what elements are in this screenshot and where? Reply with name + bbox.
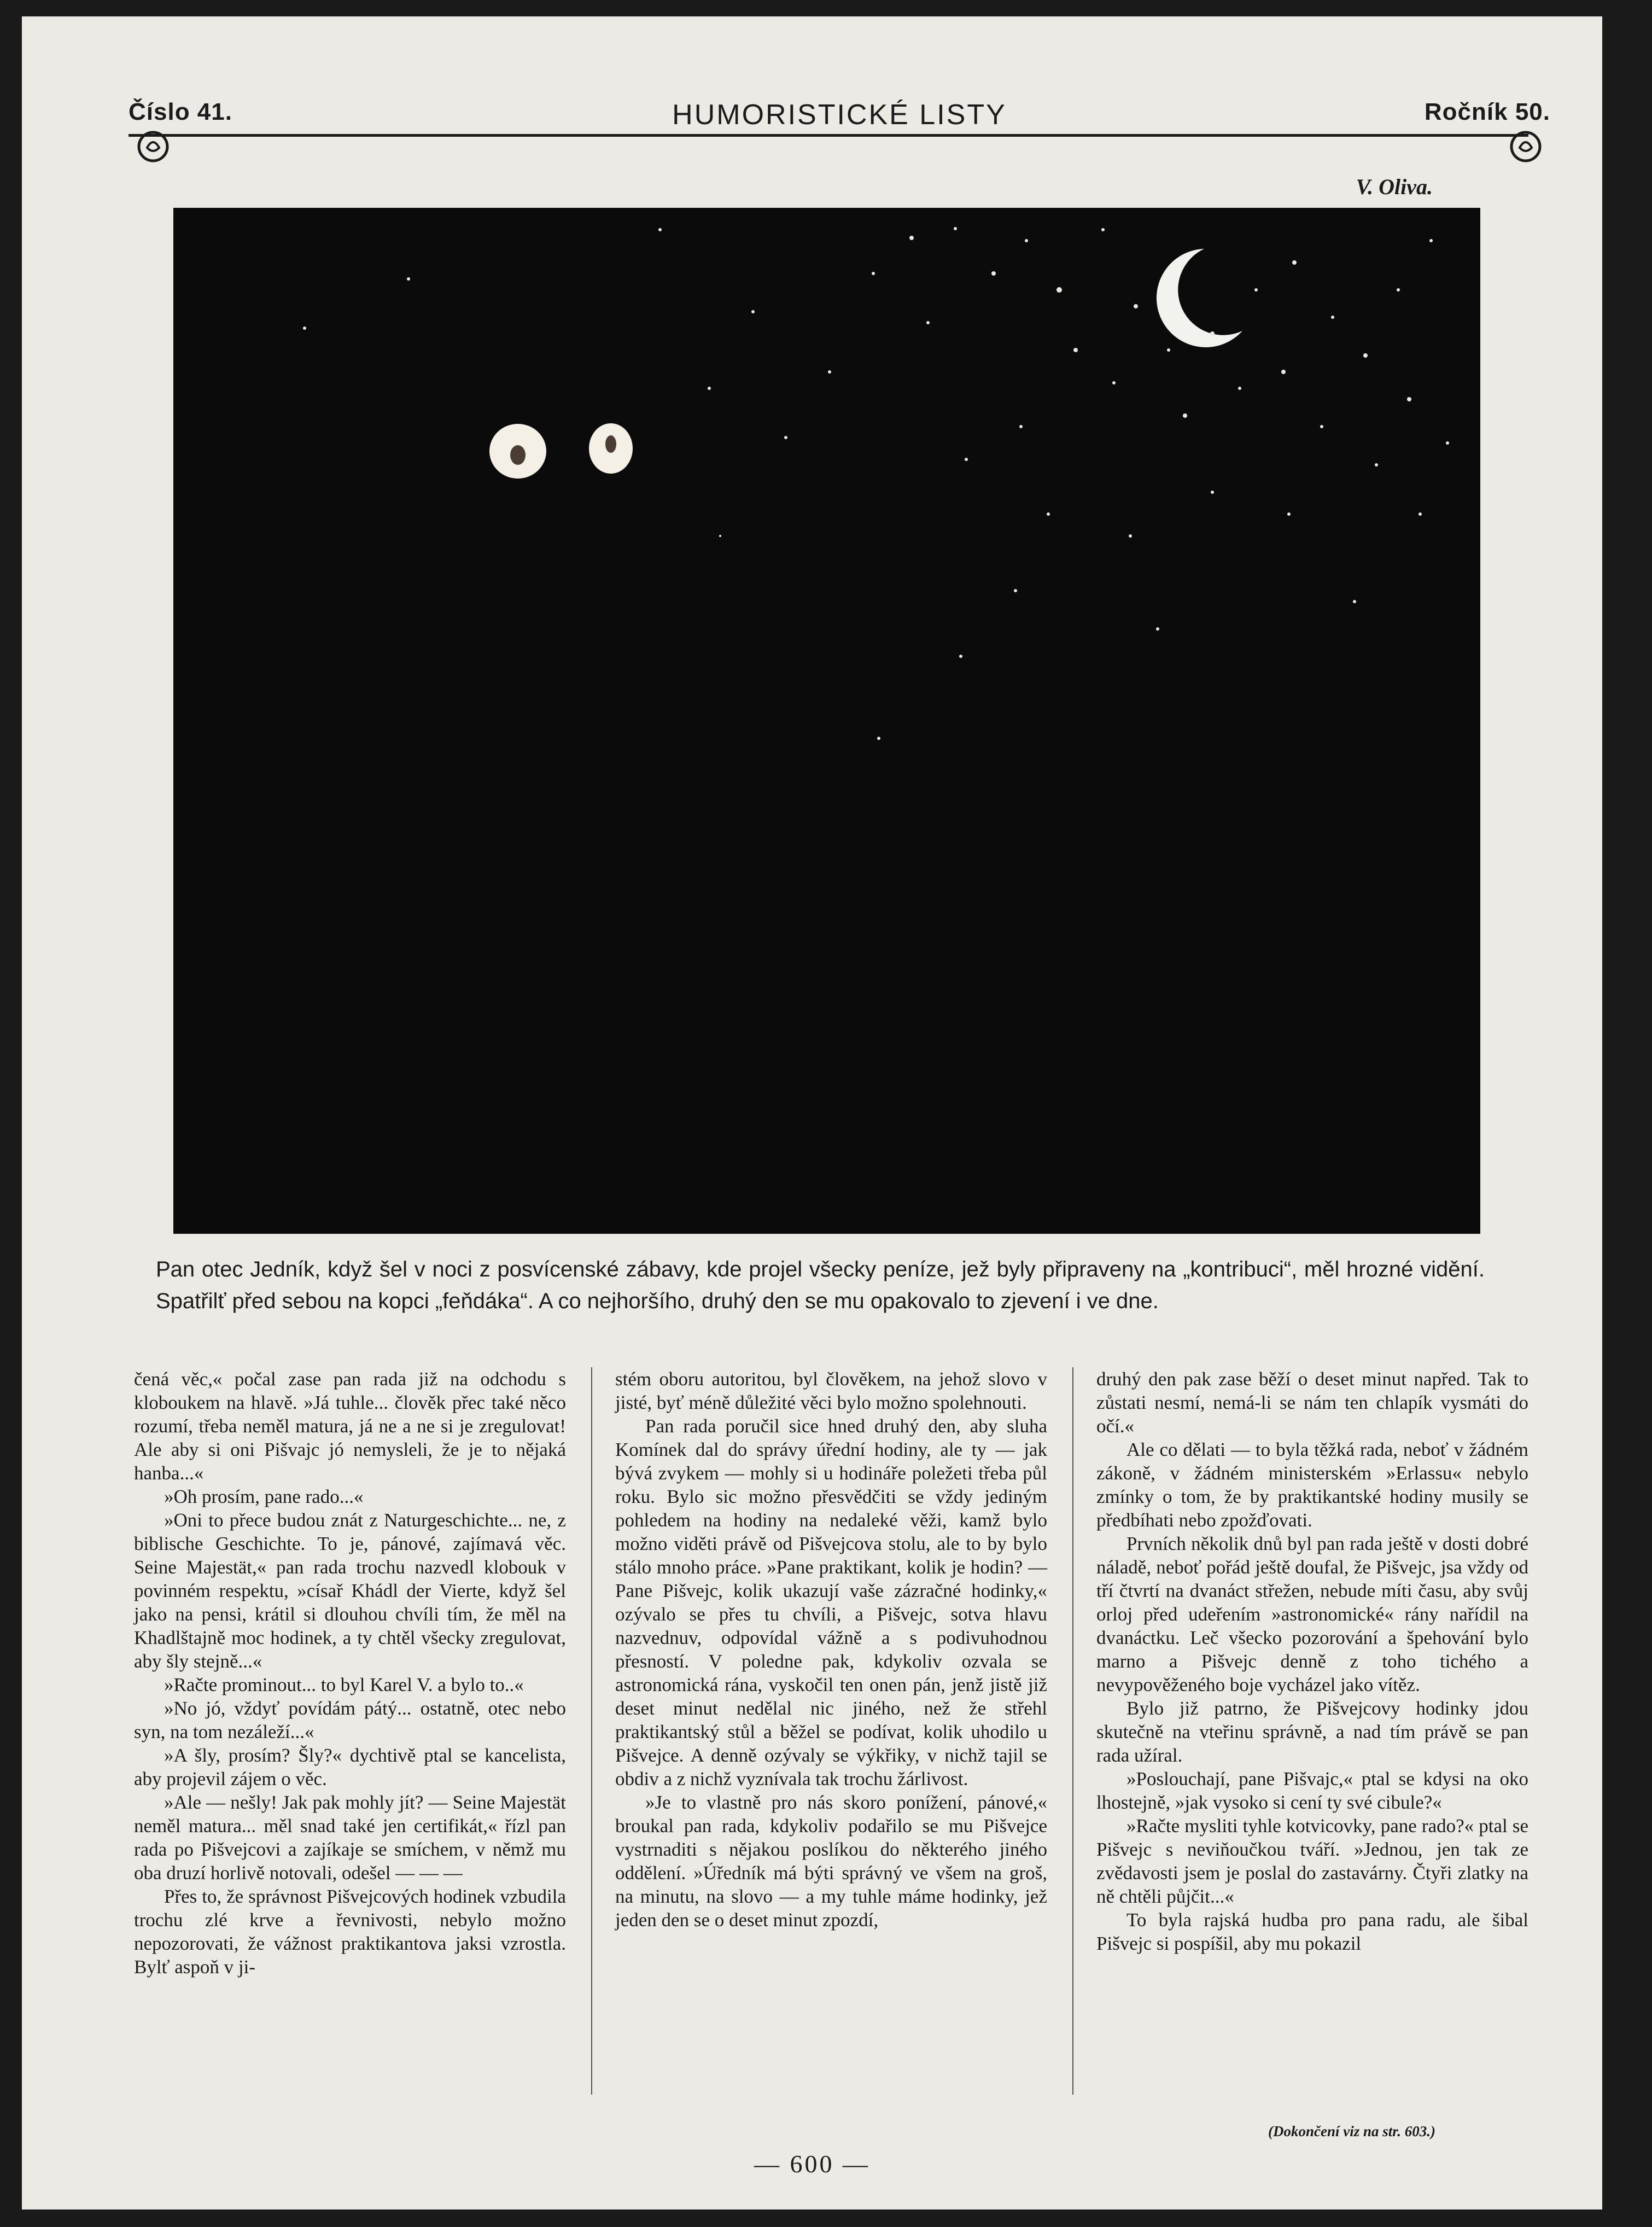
continuation-note: (Dokončení viz na str. 603.) [1268, 2123, 1435, 2139]
paragraph: druhý den pak zase běží o deset minut napřed. Tak to zůstati nesmí, nemá-li se nám ten chlapík vysmáti do očí.« [1096, 1368, 1528, 1437]
paragraph: »Oni to přece budou znát z Naturgeschichte... ne, z biblische Geschichte. To je, pánové, zajímavá věc. Seine Majestät,« pan rada trochu nazvedl klobouk v povinném respektu, »císař Khádl der Vierte, když šel jako na pensi, krátil si dlouhou chvíli tím, že měl na Khadlštajně moc hodinek, a ty chtěl všecky zregulovat, aby šly stejně...« [134, 1509, 566, 1672]
paragraph: »Račte mysliti tyhle kotvicovky, pane rado?« ptal se Pišvejc s neviňoučkou tváří. »Jednou, jen tak ze zvědavosti jsem je poslal do zastavárny. Čtyři zlatky na ně chtěli půjčit...« [1096, 1815, 1528, 1907]
paragraph: stém oboru autoritou, byl člověkem, na jehož slovo v jisté, byť méně důležité věci bylo možno spolehnouti. [615, 1368, 1047, 1413]
article-column-2 [615, 1367, 1047, 1932]
artist-signature: V. Oliva. [1356, 174, 1433, 199]
column-divider [591, 1367, 592, 2095]
paragraph: Přes to, že správnost Pišvejcových hodinek vzbudila trochu zlé krve a řevnivosti, nebylo možno nepozorovati, že vážnost praktikantova jaksi vzrostla. Bylť aspoň v ji- [134, 1886, 566, 1978]
paragraph: »Je to vlastně pro nás skoro ponížení, pánové,« broukal pan rada, kdykoliv podařilo se mu Pišvejce vystrnaditi s nějakou poslíkou do některého jiného oddělení. »Úředník má býti správný ve všem na groš, na minutu, na slovo — a my tuhle máme hodinky, jež jeden den se o deset minut zpozdí, [615, 1792, 1047, 1931]
magazine-title: HUMORISTICKÉ LISTY [672, 99, 1007, 131]
illustration-caption: Pan otec Jedník, když šel v noci z posvícenské zábavy, kde projel všecky peníze, jež byly připraveny na „kontribuci“, měl hrozné vidění. Spatřilť před sebou na kopci „feňdáka“. A co nejhoršího, druhý den se mu opakovalo to zjevení i ve dne. [156, 1257, 1485, 1313]
article-column-1 [134, 1367, 566, 1979]
header-rule [129, 134, 1528, 137]
paragraph: Bylo již patrno, že Pišvejcovy hodinky jdou skutečně na vteřinu správně, a nad tím právě se pan rada užíral. [1096, 1698, 1528, 1766]
paragraph: »Oh prosím, pane rado...« [164, 1486, 364, 1507]
article-columns [134, 1367, 1534, 2100]
magazine-page [22, 16, 1602, 2209]
glowing-eye-icon [489, 424, 546, 479]
paragraph: Pan rada poručil sice hned druhý den, aby sluha Komínek dal do správy úřední hodiny, ale ty — jak bývá zvykem — mohly si u hodináře poležeti třeba půl roku. Bylo sic možno přesvědčiti se vždy jediným pohledem na hodiny na nedaleké věži, kamž bylo možno viděti právě od Pišvejcova stolu, ale to by bylo stálo mnoho práce. »Pane praktikant, kolik je hodin? — Pane Pišvejc, kolik ukazují vaše zázračné hodinky,« ozývalo se přes tu chvíli, a Pišvejc, sotva hlavu nazvednuv, odpovídal vážně a s podivuhodnou přesností. V poledne pak, kdykoliv ozvala se astronomická rána, vyskočil ten onen pán, jenž jistě již deset minut nedělal nic jiného, než že střehl praktikantský stůl a běžel se podívat, kolik uhodilo u Pišvejce. A denně ozývaly se výkřiky, v nichž tajil se obdiv a z nichž vyznívala tak trochu žárlivost. [615, 1415, 1047, 1789]
paragraph: Prvních několik dnů byl pan rada ještě v dosti dobré náladě, neboť pořád ještě doufal, že Pišvejc, jsa vždy od tří čtvrtí na dvanáct střežen, nebude míti času, aby svůj orloj před udeřením »astronomické« rány nařídil na dvanáctku. Leč všecko pozorování a špehování bylo marno a Pišvejc denně z toho tichého a nevypověženého boje vycházel jako vítěz. [1096, 1533, 1528, 1695]
right-ornament-icon [1507, 126, 1545, 164]
column-divider [1072, 1367, 1073, 2095]
left-ornament-icon [134, 126, 172, 164]
page-number: — 600 — [754, 2150, 870, 2178]
paragraph: Ale co dělati — to byla těžká rada, neboť v žádném zákoně, v žádném ministerském »Erlassu« nebylo zmínky o tom, že by praktikantské hodiny musily se předbíhati nebo zpožďovati. [1096, 1439, 1528, 1531]
paragraph: »No jó, vždyť povídám pátý... ostatně, otec nebo syn, na tom nezáleží...« [134, 1698, 566, 1742]
paragraph: »Ale — nešly! Jak pak mohly jít? — Seine Majestät neměl matura... měl snad také jen certifikát,« řízl pan rada po Pišvejcovi a zajíkaje se smíchem, v němž mu oba druzí horlivě notovali, odešel — — — [134, 1792, 566, 1884]
page-header [129, 98, 1550, 131]
paragraph: »Račte prominout... to byl Karel V. a bylo to..« [164, 1674, 524, 1695]
article-column-3 [1096, 1367, 1528, 1955]
paragraph: To byla rajská hudba pro pana radu, ale šibal Pišvejc si pospíšil, aby mu pokazil [1096, 1909, 1528, 1954]
glowing-eye-icon [589, 423, 633, 474]
night-sky-illustration [173, 208, 1480, 1234]
issue-number: Číslo 41. [129, 98, 232, 125]
paragraph: čená věc,« počal zase pan rada již na odchodu s kloboukem na hlavě. »Já tuhle... člověk přec také něco rozumí, třeba neměl matura, já ne a ne si je zregulovat! Ale aby si oni Pišvajc jó nemysleli, že je to nějaká hanba...« [134, 1368, 566, 1484]
paragraph: »A šly, prosím? Šly?« dychtivě ptal se kancelista, aby projevil zájem o věc. [134, 1745, 566, 1789]
volume-number: Ročník 50. [1424, 98, 1550, 125]
paragraph: »Poslouchají, pane Pišvajc,« ptal se kdysi na oko lhostejně, »jak vysoko si cení ty své cibule?« [1096, 1768, 1528, 1813]
